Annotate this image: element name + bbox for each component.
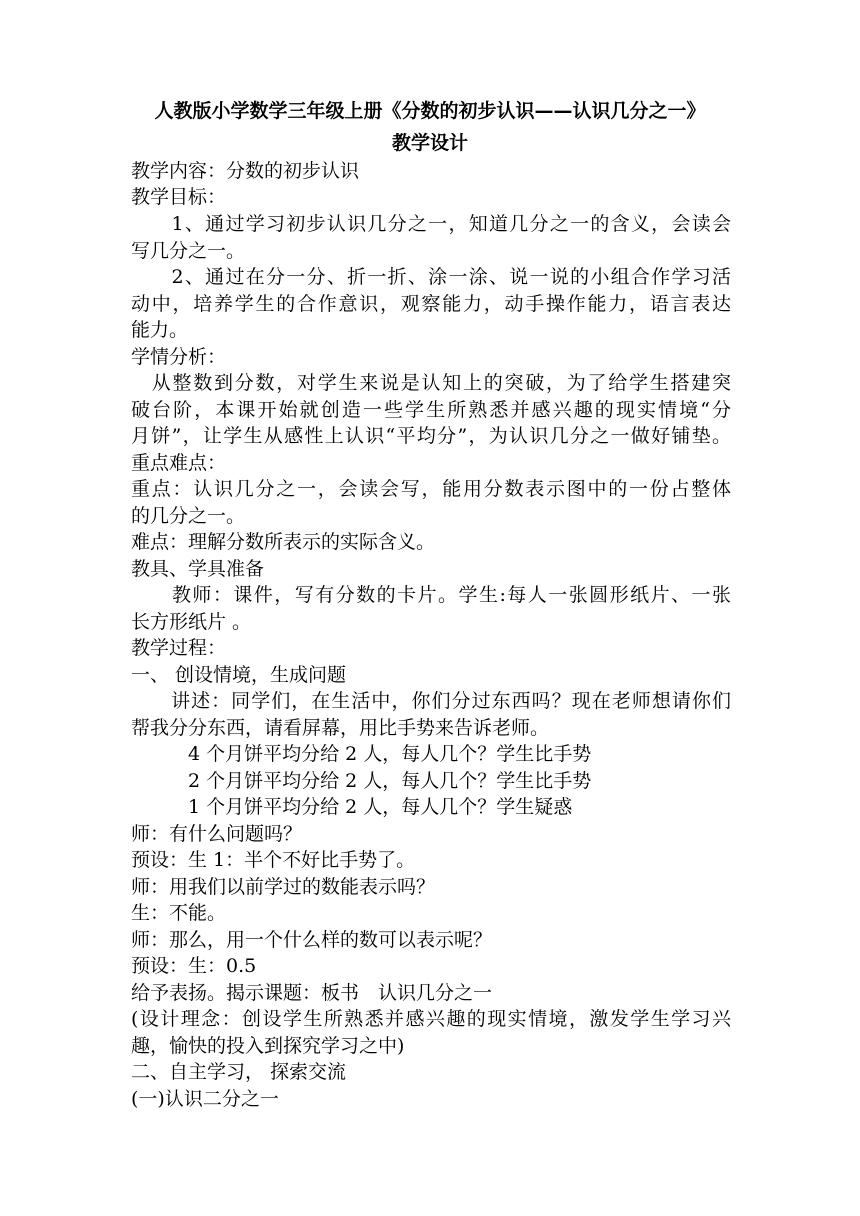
learner-analysis-line-1: 从整数到分数，对学生来说是认知上的突破，为了给学生搭建突 xyxy=(131,372,731,394)
document-title-line-1: 人教版小学数学三年级上册《分数的初步认识——认识几分之一》 xyxy=(154,100,706,122)
learner-analysis-line-2: 破台阶，本课开始就创造一些学生所熟悉并感兴趣的现实情境“分 xyxy=(131,399,731,421)
teaching-content-line: 教学内容：分数的初步认识 xyxy=(131,160,360,182)
learner-analysis-line-3: 月饼”，让学生从感性上认识“平均分”，为认识几分之一做好铺垫。 xyxy=(131,425,731,447)
dialog-line-6: 预设：生：0.5 xyxy=(131,955,257,977)
goal-1-line-2: 写几分之一。 xyxy=(131,240,246,262)
key-point-line-1: 重点：认识几分之一，会读会写，能用分数表示图中的一份占整体 xyxy=(131,478,731,500)
materials-line-1: 教师：课件，写有分数的卡片。学生:每人一张圆形纸片、一张 xyxy=(131,584,731,606)
key-point-line-2: 的几分之一。 xyxy=(131,505,246,527)
design-concept-line-2: 趣，愉快的投入到探究学习之中) xyxy=(131,1035,405,1057)
mooncake-line-2: 2 个月饼平均分给 2 人，每人几个？学生比手势 xyxy=(131,770,592,792)
reveal-topic-line: 给予表扬。揭示课题：板书 认识几分之一 xyxy=(131,982,493,1004)
teaching-goal-heading: 教学目标： xyxy=(131,186,227,208)
section-1-heading: 一、 创设情境，生成问题 xyxy=(131,664,347,686)
mooncake-line-1: 4 个月饼平均分给 2 人，每人几个？学生比手势 xyxy=(131,743,592,765)
key-difficulty-heading: 重点难点： xyxy=(131,452,227,474)
subsection-1-heading: (一)认识二分之一 xyxy=(131,1088,279,1110)
narration-line-1: 讲述：同学们，在生活中，你们分过东西吗？现在老师想请你们 xyxy=(131,690,731,712)
materials-line-2: 长方形纸片 。 xyxy=(131,611,252,633)
design-concept-line-1: (设计理念：创设学生所熟悉并感兴趣的现实情境，激发学生学习兴 xyxy=(131,1008,731,1030)
mooncake-line-3: 1 个月饼平均分给 2 人，每人几个？学生疑惑 xyxy=(131,796,573,818)
document-title-line-2: 教学设计 xyxy=(391,132,468,154)
goal-1-line-1: 1、通过学习初步认识几分之一，知道几分之一的含义，会读会 xyxy=(131,213,731,235)
difficulty-line: 难点：理解分数所表示的实际含义。 xyxy=(131,531,436,553)
goal-2-line-1: 2、通过在分一分、折一折、涂一涂、说一说的小组合作学习活 xyxy=(131,266,731,288)
dialog-line-3: 师：用我们以前学过的数能表示吗？ xyxy=(131,876,436,898)
materials-heading: 教具、学具准备 xyxy=(131,558,265,580)
process-heading: 教学过程： xyxy=(131,637,227,659)
dialog-line-1: 师：有什么问题吗？ xyxy=(131,823,303,845)
narration-line-2: 帮我分分东西，请看屏幕，用比手势来告诉老师。 xyxy=(131,717,550,739)
learner-analysis-heading: 学情分析： xyxy=(131,346,227,368)
section-2-heading: 二、自主学习， 探索交流 xyxy=(131,1061,347,1083)
dialog-line-5: 师：那么，用一个什么样的数可以表示呢？ xyxy=(131,929,493,951)
goal-2-line-2: 动中，培养学生的合作意识，观察能力，动手操作能力，语言表达 xyxy=(131,293,731,315)
goal-2-line-3: 能力。 xyxy=(131,319,189,341)
dialog-line-4: 生：不能。 xyxy=(131,902,227,924)
dialog-line-2: 预设：生 1：半个不好比手势了。 xyxy=(131,849,416,871)
